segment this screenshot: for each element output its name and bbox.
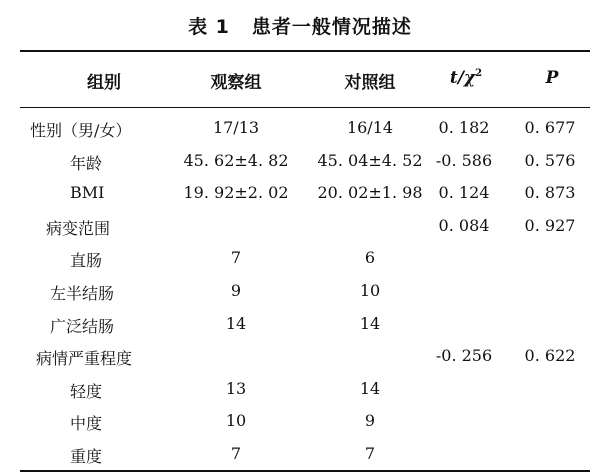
header-rule	[20, 107, 590, 108]
cell-observation: 45. 62±4. 82	[183, 150, 289, 170]
row-label: 重度	[70, 446, 103, 466]
table-row	[0, 344, 600, 377]
table-caption: 患者一般情况描述	[251, 16, 412, 38]
header-statistic	[450, 68, 482, 88]
header-group: 组别	[87, 73, 121, 93]
row-label: 性别（男/女）	[30, 121, 132, 140]
row-label: 轻度	[70, 381, 103, 401]
row-label: 广泛结肠	[50, 316, 115, 336]
cell-p-value: 0. 576	[524, 150, 576, 170]
table-row	[0, 214, 600, 247]
cell-observation: 13	[225, 378, 247, 398]
cell-p-value: 0. 873	[524, 183, 576, 203]
cell-control: 14	[359, 378, 381, 398]
cell-control: 14	[359, 313, 381, 333]
cell-statistic: -0. 586	[435, 150, 493, 170]
cell-statistic: 0. 084	[438, 215, 490, 235]
cell-observation: 14	[225, 313, 247, 333]
cell-control: 20. 02±1. 98	[317, 183, 423, 203]
table-title	[0, 12, 600, 39]
bottom-rule	[20, 470, 590, 472]
row-label: 病变范围	[46, 218, 111, 238]
cell-observation: 7	[230, 443, 242, 463]
cell-observation: 9	[230, 280, 242, 300]
header-p-value: P	[545, 68, 559, 88]
cell-control: 9	[364, 411, 376, 431]
cell-p-value: 0. 677	[524, 118, 576, 137]
header-observation: 观察组	[210, 73, 262, 93]
table-header	[0, 68, 600, 96]
cell-observation: 10	[225, 411, 247, 431]
cell-p-value: 0. 622	[524, 346, 576, 366]
row-label: 病情严重程度	[36, 349, 133, 369]
cell-control: 45. 04±4. 52	[317, 150, 423, 170]
cell-control: 16/14	[346, 118, 394, 137]
cell-control: 6	[364, 248, 376, 268]
top-rule	[20, 50, 590, 52]
row-label: 左半结肠	[50, 283, 115, 303]
row-label: 直肠	[70, 251, 103, 271]
row-label: 年龄	[70, 153, 103, 173]
cell-observation: 7	[230, 248, 242, 268]
cell-observation: 17/13	[212, 118, 260, 137]
cell-p-value: 0. 927	[524, 215, 576, 235]
table-row	[0, 377, 600, 410]
table-row	[0, 312, 600, 345]
cell-control: 10	[359, 280, 381, 300]
table-body	[0, 116, 600, 475]
cell-statistic: 0. 182	[438, 118, 490, 137]
table-row	[0, 246, 600, 279]
cell-control: 7	[364, 443, 376, 463]
table-row	[0, 149, 600, 182]
table-number: 表 1	[188, 16, 230, 38]
row-label: BMI	[70, 183, 105, 203]
table-row	[0, 116, 600, 149]
row-label: 中度	[70, 414, 103, 434]
table-row	[0, 409, 600, 442]
cell-statistic: -0. 256	[435, 346, 493, 366]
cell-statistic: 0. 124	[438, 183, 490, 203]
header-control: 对照组	[344, 73, 396, 93]
table-row	[0, 279, 600, 312]
header-statistic-sup: 2	[475, 68, 483, 79]
header-statistic-text: t/χ	[449, 68, 476, 88]
cell-observation: 19. 92±2. 02	[183, 183, 289, 203]
table-row	[0, 181, 600, 214]
